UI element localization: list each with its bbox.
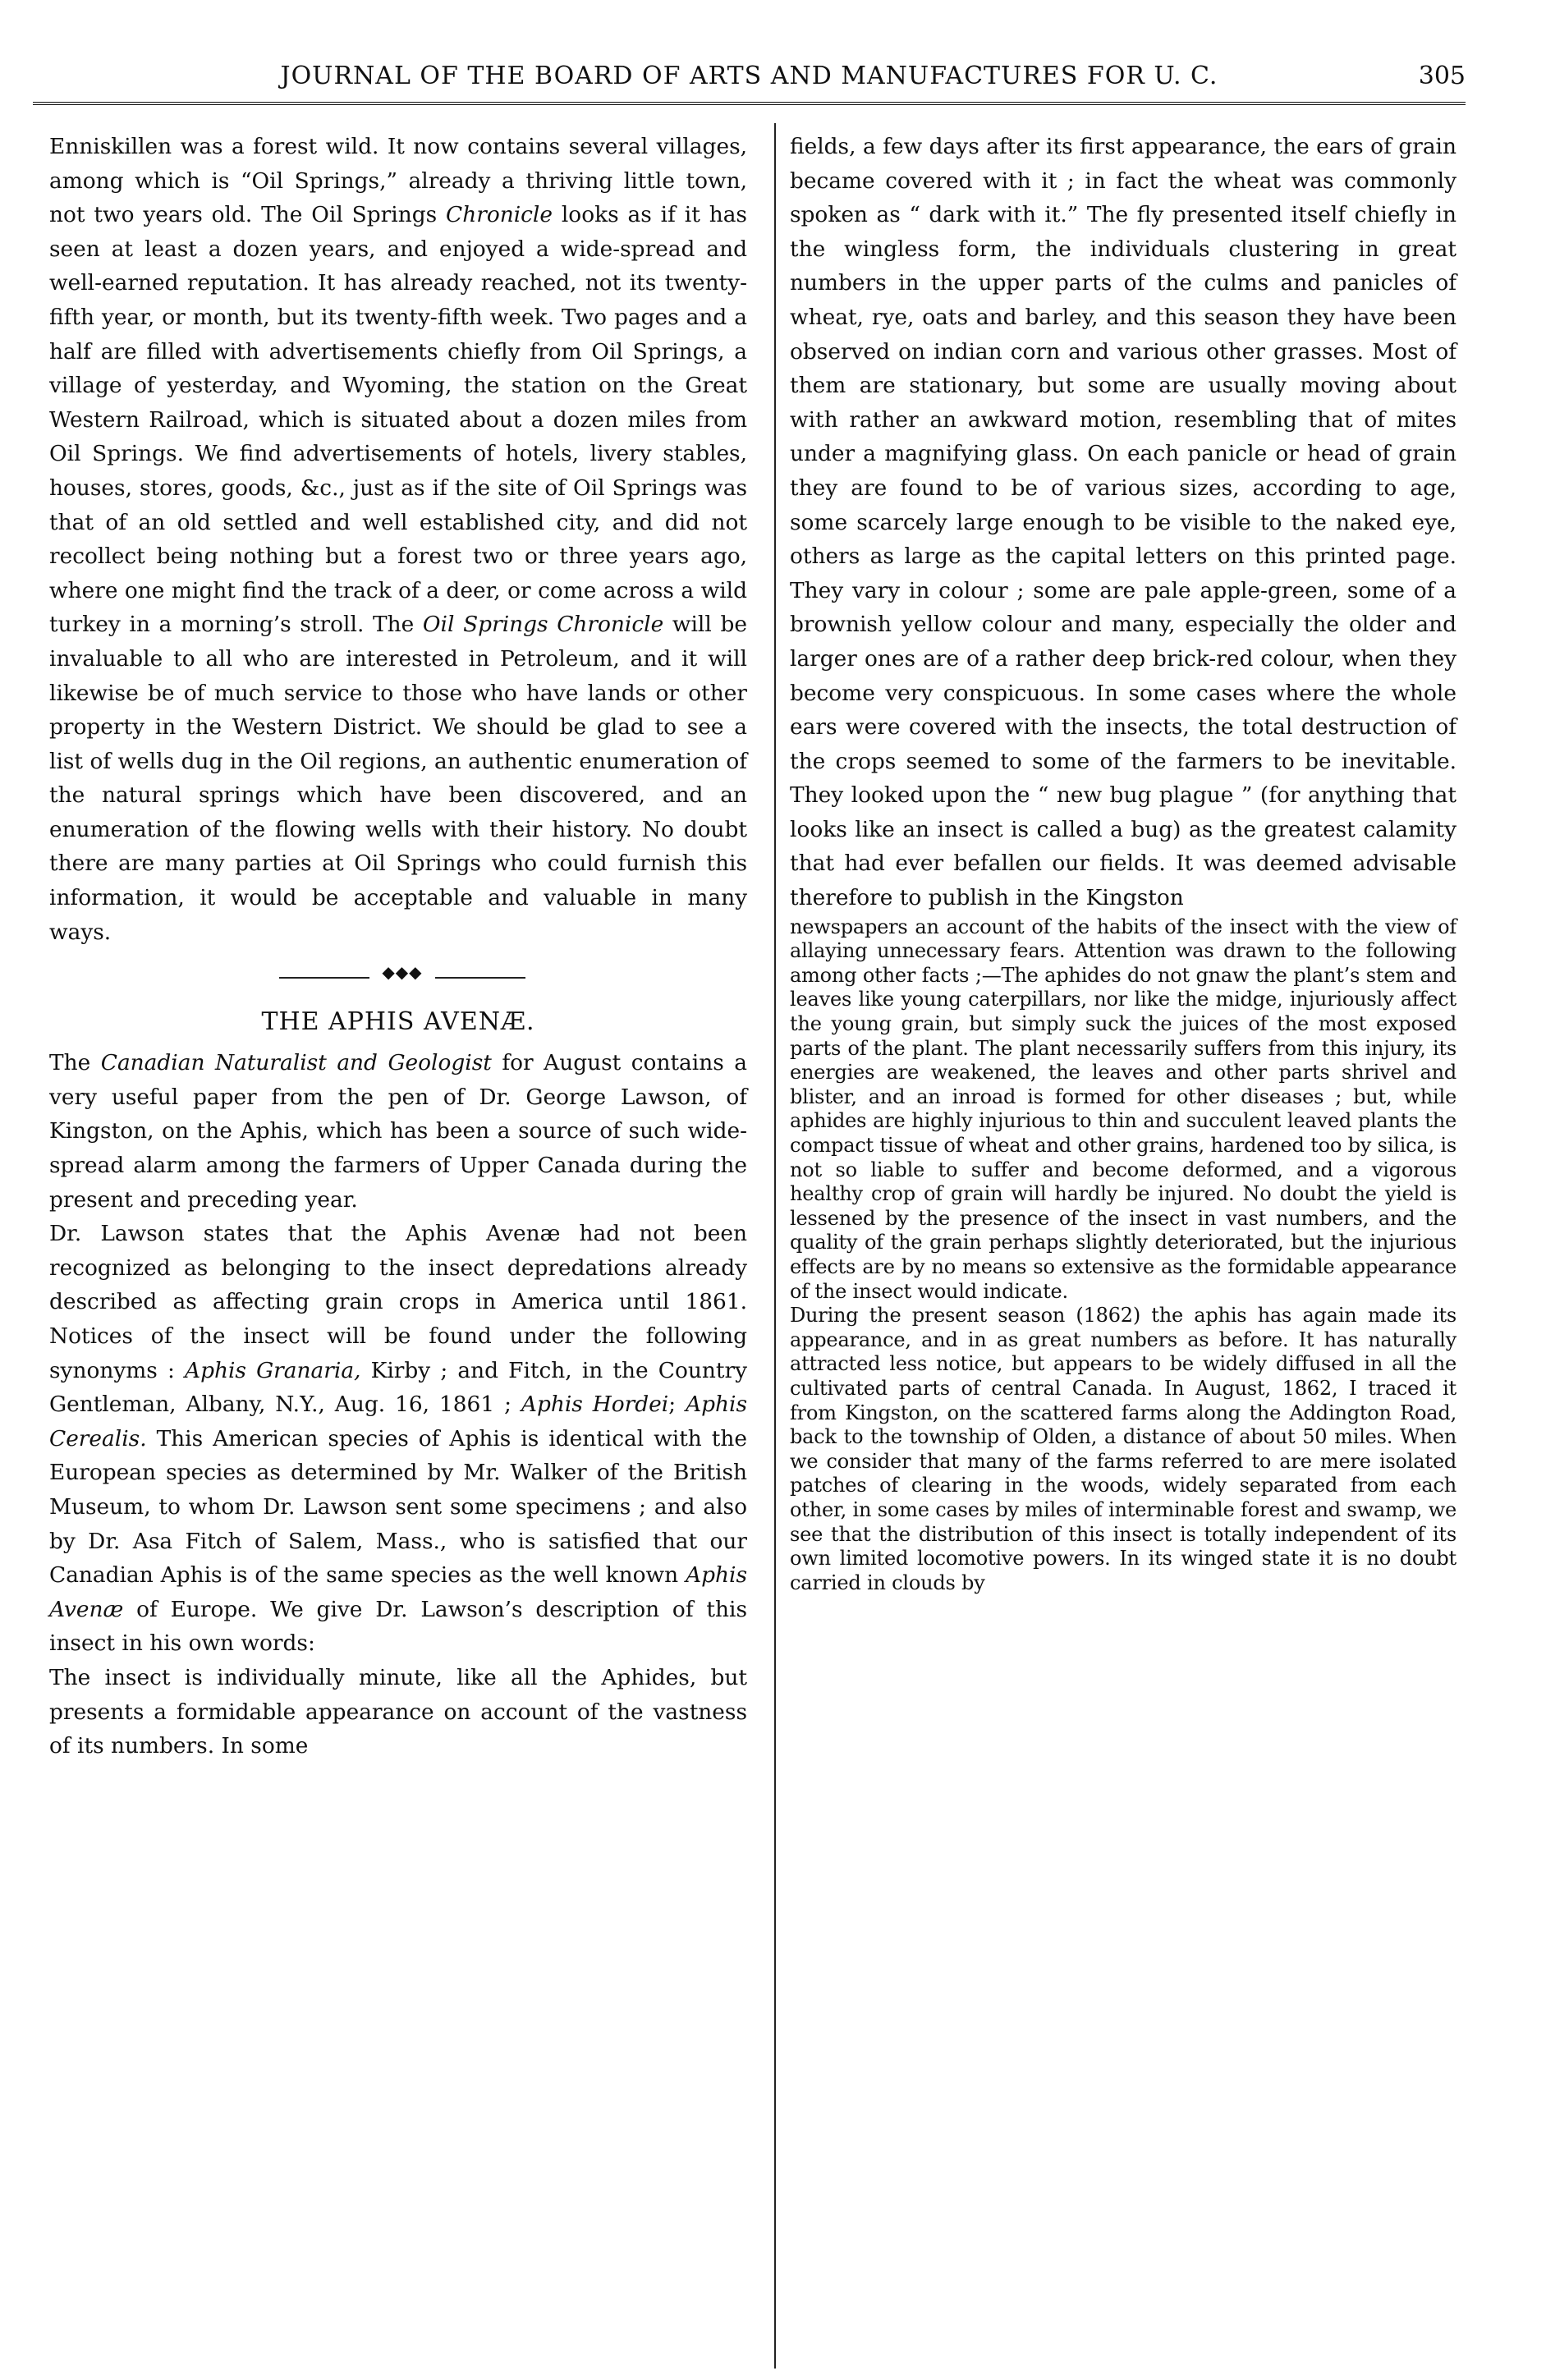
- left-column: [49, 130, 747, 1763]
- text-run: Kirby ; and Fitch, in the Country Gentleman, Albany, N.Y., Aug. 16, 1861 ;: [49, 1357, 747, 1418]
- text-run: for August contains a very useful paper from the pen of Dr. George Lawson, of Kingston, on the Aphis, which has been a source of such wide-spread alarm among the farmers of Upper Canada during the present and preceding year.: [49, 1050, 748, 1213]
- right-large-type: [790, 130, 1457, 915]
- column-divider: [774, 123, 776, 2369]
- paragraph-oil-springs: [49, 130, 747, 949]
- header-rule: [33, 102, 1466, 105]
- running-title: JOURNAL OF THE BOARD OF ARTS AND MANUFACTURES FOR U. C.: [280, 62, 1218, 90]
- paragraph-present-season: During the present season (1862) the aphis has again made its appearance, and in as great numbers as before. It has naturally attracted less notice, but appears to be widely diffused in all the cultivated parts of central Canada. In August, 1862, I traced it from Kingston, on the scattered farms along the Addington Road, back to the township of Olden, a distance of about 50 miles. When we consider that many of the farms referred to are mere isolated patches of clearing in the woods, widely separated from each other, in some cases by miles of interminable forest and swamp, we see that the distribution of this insect is totally independent of its own limited locomotive powers. In its winged state it is no doubt carried in clouds by: [790, 1304, 1457, 1594]
- paragraph-fields: fields, a few days after its first appearance, the ears of grain became covered with it ; in fact the wheat was commonly spoken as “ dark with it.” The fly presented itself chiefly in the wingless form, the individuals clustering in great numbers in the upper parts of the culms and panicles of wheat, rye, oats and barley, and this season they have been observed on indian corn and various other grasses. Most of them are stationary, but some are usually moving about with rather an awkward motion, resembling that of mites under a magnifying glass. On each panicle or head of grain they are found to be of various sizes, according to age, some scarcely large enough to be visible to the naked eye, others as large as the capital letters on this printed page. They vary in colour ; some are pale apple-green, some of a brownish yellow colour and many, especially the older and larger ones are of a rather deep brick-red colour, when they become very conspicuous. In some cases where the whole ears were covered with the insects, the total destruction of the crops seemed to some of the farmers to be inevitable. They looked upon the “ new bug plague ” (for anything that looks like an insect is called a bug) as the greatest calamity that had ever befallen our fields. It was deemed advisable therefore to publish in the Kingston: [790, 134, 1457, 911]
- ornament-rule-right: [435, 977, 525, 979]
- paragraph-naturalist: [49, 1046, 747, 1217]
- text-run: Dr. Lawson states that the Aphis Avenæ had not been recognized as belonging to the insect depredations already described as affecting grain crops in America until 1861. Notices of the insect will be found under the following synonyms :: [49, 1221, 747, 1383]
- text-run: will be invaluable to all who are interested in Petroleum, and it will likewise be of much service to those who have lands or other property in the Western District. We should be glad to see a list of wells dug in the Oil regions, an authentic enumeration of the natural springs which have been discovered, and an enumeration of the flowing wells with their history. No doubt there are many parties at Oil Springs who could furnish this information, it would be acceptable and valuable in many ways.: [49, 612, 747, 945]
- text-run: This American species of Aphis is identical with the European species as determined by Mr. Walker of the British Museum, to whom Dr. Lawson sent some specimens ; and also by Dr. Asa Fitch of Salem, Mass., who is satisfied that our Canadian Aphis is of the same species as the well known: [49, 1425, 747, 1589]
- paragraph-insect-description: The insect is individually minute, like all the Aphides, but presents a formidable appearance on account of the vastness of its numbers. In some: [49, 1664, 747, 1759]
- text-run: Enniskillen was a forest wild. It now contains several villages, among which is “Oil Springs,” already a thriving little town, not two years old. The Oil Springs: [49, 134, 747, 228]
- paragraph-newspapers: newspapers an account of the habits of the insect with the view of allaying unnecessary fears. Attention was drawn to the following among other facts ;—The aphides do not gnaw the plant’s stem and leaves like young caterpillars, nor like the midge, injuriously affect the young grain, but simply suck the juices of the most exposed parts of the plant. The plant necessarily suffers from this injury, its energies are weakened, the leaves and other parts shrivel and blister, and an inroad is formed for other diseases ; but, while aphides are highly injurious to thin and succulent leaved plants the compact tissue of wheat and other grains, hardened too by silica, is not so liable to suffer and become deformed, and a vigorous healthy crop of grain will hardly be injured. No doubt the yield is lessened by the presence of the insect in vast numbers, and the quality of the grain perhaps slightly deteriorated, but the injurious effects are by no means so extensive as the formidable appearance of the insect would indicate.: [790, 915, 1457, 1303]
- italic-run: Canadian Naturalist and Geologist: [100, 1050, 492, 1076]
- text-run: looks as if it has seen at least a dozen years, and enjoyed a wide-spread and well-earned reputation. It has already reached, not its twenty-fifth year, or month, but its twenty-fifth week. Two pages and a half are filled with advertisements chiefly from Oil Springs, a village of yesterday, and Wyoming, the station on the Great Western Railroad, which is situated about a dozen miles from Oil Springs. We find advertisements of hotels, livery stables, houses, stores, goods, &c., just as if the site of Oil Springs was that of an old settled and well established city, and did not recollect being nothing but a forest two or three years ago, where one might find the track of a deer, or come across a wild turkey in a morning’s stroll. The: [49, 202, 747, 638]
- ornament-glyphs: ◆◆◆: [382, 962, 423, 983]
- right-small-type: [790, 915, 1457, 1596]
- text-run: ;: [668, 1392, 686, 1418]
- ornament-rule-left: [279, 977, 369, 979]
- italic-run: Aphis Granaria,: [185, 1357, 361, 1383]
- running-head: [33, 62, 1466, 98]
- italic-run: Aphis Cerealis.: [49, 1392, 748, 1451]
- italic-run: Aphis Avenæ: [49, 1562, 747, 1622]
- section-title: THE APHIS AVENÆ.: [261, 1007, 535, 1037]
- paragraph-lawson: [49, 1217, 747, 1661]
- text-run: The: [49, 1050, 101, 1076]
- italic-run: Chronicle: [446, 202, 553, 228]
- page-number: 305: [1418, 62, 1466, 90]
- text-run: of Europe. We give Dr. Lawson’s description of this insect in his own words:: [49, 1596, 747, 1657]
- section-ornament: [49, 954, 747, 1003]
- italic-run: Oil Springs Chronicle: [422, 612, 664, 638]
- right-column: [790, 130, 1457, 1595]
- italic-run: Aphis Hordei: [521, 1392, 669, 1418]
